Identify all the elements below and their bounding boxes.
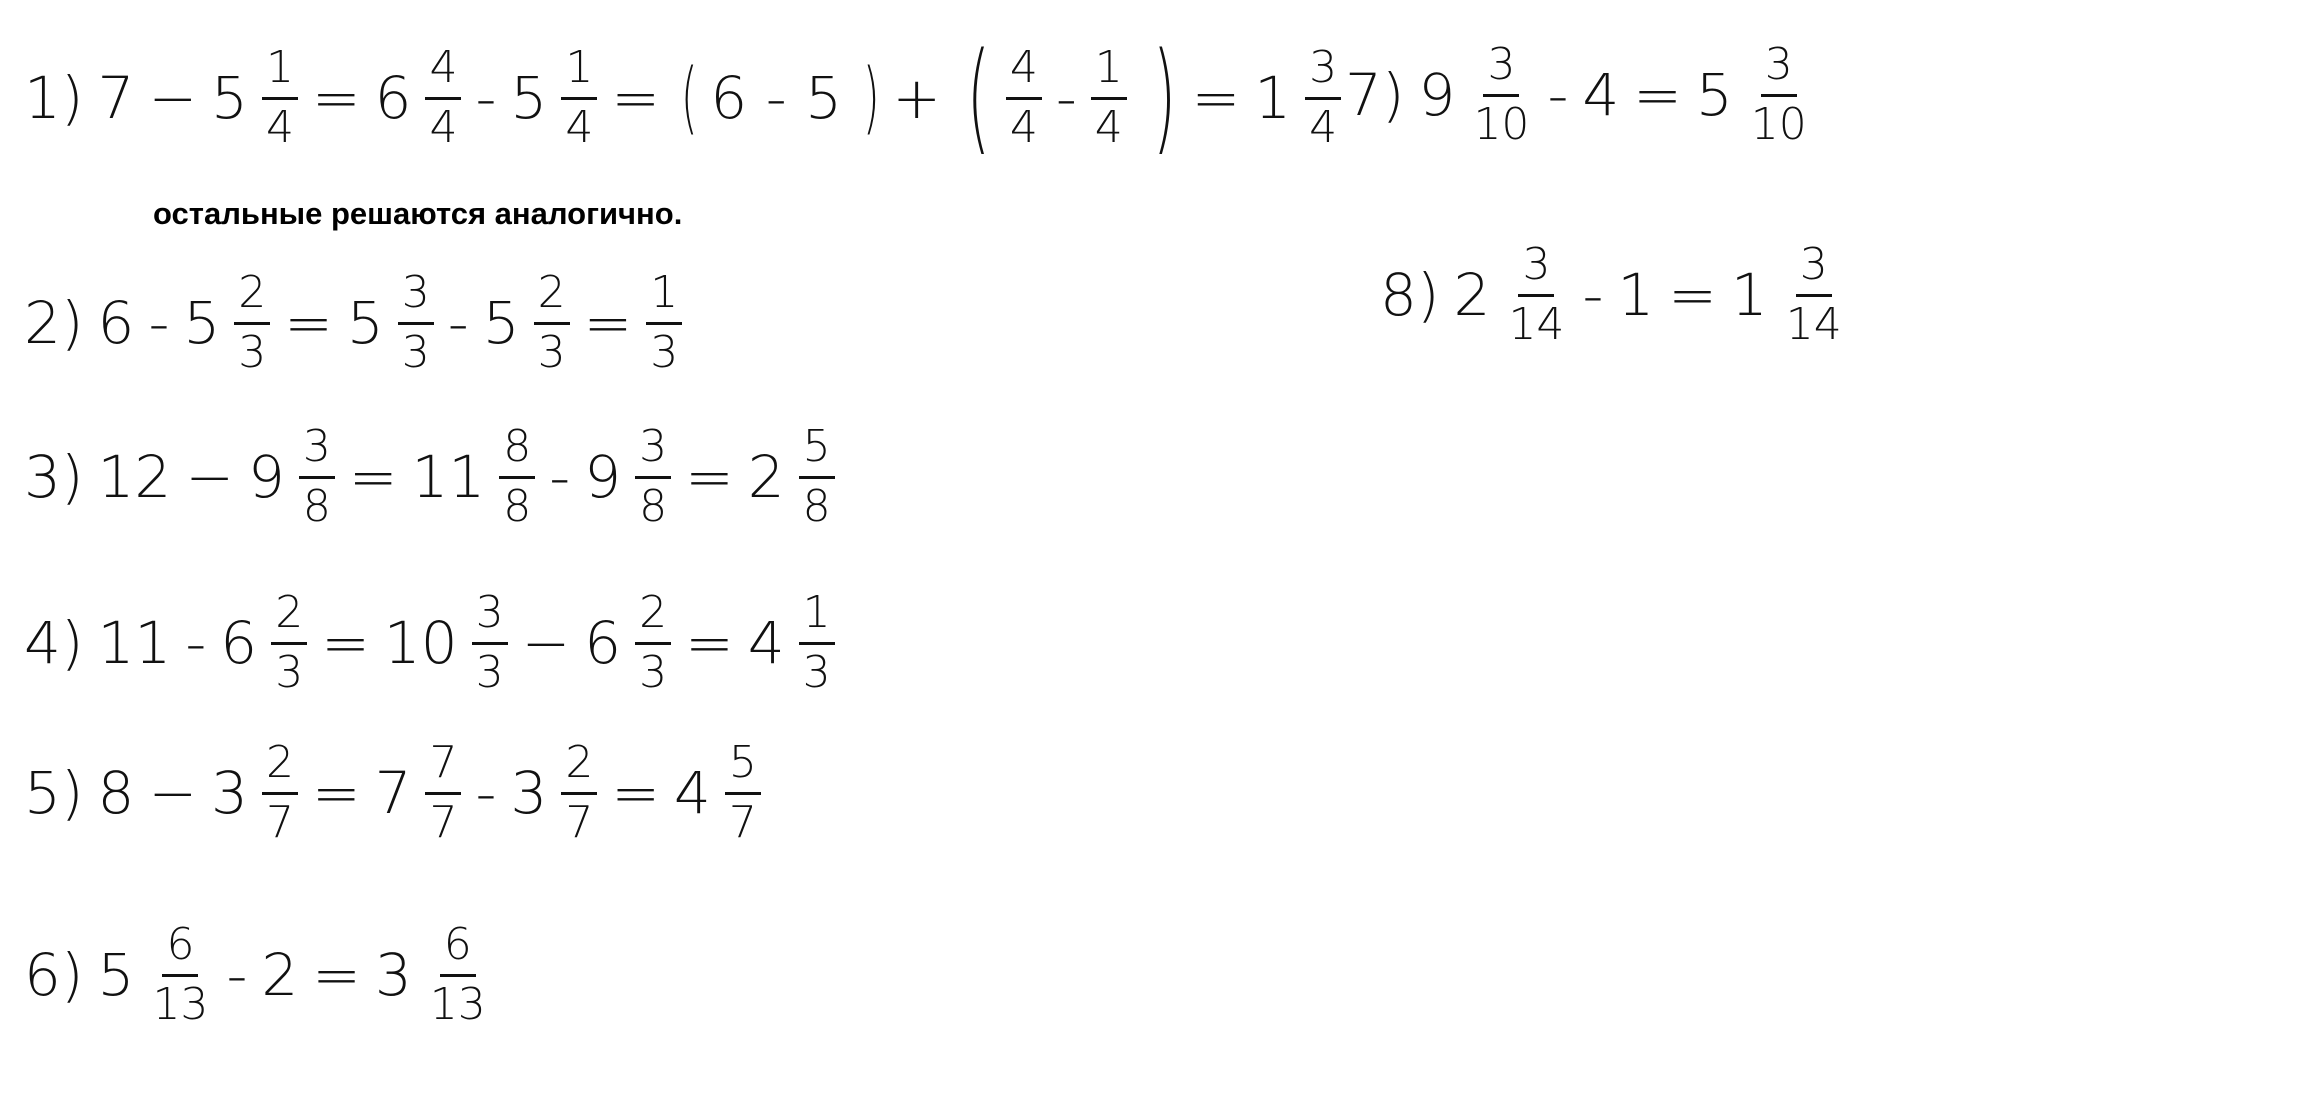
denominator: 8 bbox=[802, 480, 831, 532]
denominator: 7 bbox=[429, 796, 458, 848]
result-whole: 5 bbox=[1695, 61, 1733, 130]
equals-sign: = bbox=[685, 443, 734, 512]
numerator: 6 bbox=[162, 920, 198, 977]
denominator: 3 bbox=[650, 326, 679, 378]
equals-sign: = bbox=[1633, 61, 1682, 130]
problem-7 bbox=[1345, 40, 1825, 150]
result-whole: 1 bbox=[1254, 64, 1292, 132]
equals-sign: = bbox=[321, 609, 370, 678]
whole-number: 1 bbox=[1617, 261, 1655, 330]
minus-sign: - bbox=[1547, 61, 1569, 130]
denominator: 3 bbox=[401, 326, 430, 378]
note-text: остальные решаются аналогично. bbox=[153, 196, 683, 231]
problem-5 bbox=[24, 738, 775, 848]
whole-number: 11 bbox=[97, 609, 172, 678]
equals-sign: = bbox=[284, 289, 333, 358]
whole-number: 11 bbox=[411, 443, 486, 512]
minus-sign: - bbox=[1582, 261, 1604, 330]
grouped-wholes: 6 - 5 bbox=[710, 64, 842, 132]
denominator: 3 bbox=[238, 326, 267, 378]
open-paren: ( bbox=[966, 28, 991, 167]
fraction bbox=[1504, 240, 1568, 350]
numerator: 4 bbox=[1006, 43, 1042, 100]
denominator: 3 bbox=[275, 646, 304, 698]
numerator: 3 bbox=[299, 422, 335, 479]
whole-number: 6 bbox=[374, 64, 412, 132]
equals-sign: = bbox=[685, 609, 734, 678]
fraction bbox=[299, 422, 335, 532]
whole-number: 2 bbox=[1453, 261, 1491, 330]
whole-number: 5 bbox=[211, 64, 248, 132]
numerator: 2 bbox=[561, 738, 597, 795]
denominator: 4 bbox=[1094, 101, 1123, 153]
denominator: 10 bbox=[1473, 98, 1530, 150]
denominator: 4 bbox=[429, 101, 458, 153]
denominator: 13 bbox=[152, 978, 209, 1030]
numerator: 1 bbox=[1091, 43, 1127, 100]
whole-number: 9 bbox=[247, 443, 285, 512]
equals-sign: = bbox=[611, 64, 660, 132]
numerator: 1 bbox=[646, 268, 682, 325]
fraction bbox=[425, 43, 461, 153]
fraction bbox=[635, 422, 671, 532]
whole-number: 8 bbox=[97, 759, 135, 828]
minus-sign: - bbox=[475, 64, 497, 132]
fraction bbox=[472, 588, 508, 698]
numerator: 1 bbox=[561, 43, 597, 100]
denominator: 8 bbox=[302, 480, 331, 532]
equals-sign: = bbox=[1191, 64, 1241, 132]
problem-8 bbox=[1380, 240, 1860, 350]
problem-label: 3) bbox=[24, 443, 84, 512]
whole-number: 12 bbox=[97, 443, 172, 512]
whole-number: 9 bbox=[584, 443, 622, 512]
whole-number: 4 bbox=[1582, 61, 1620, 130]
denominator: 14 bbox=[1508, 298, 1565, 350]
open-paren: ( bbox=[680, 53, 698, 143]
numerator: 3 bbox=[1305, 43, 1341, 100]
numerator: 2 bbox=[234, 268, 270, 325]
denominator: 4 bbox=[1309, 101, 1338, 153]
whole-number: 10 bbox=[383, 609, 458, 678]
numerator: 1 bbox=[262, 43, 298, 100]
minus-sign: − bbox=[148, 759, 198, 828]
denominator: 3 bbox=[802, 646, 831, 698]
equals-sign: = bbox=[348, 443, 398, 512]
result-whole: 1 bbox=[1730, 261, 1768, 330]
problem-6 bbox=[24, 920, 504, 1030]
minus-sign: − bbox=[148, 64, 198, 132]
numerator: 3 bbox=[635, 422, 671, 479]
close-paren: ) bbox=[1152, 28, 1176, 167]
minus-sign: - bbox=[148, 289, 170, 358]
denominator: 3 bbox=[475, 646, 504, 698]
close-paren: ) bbox=[862, 53, 880, 143]
result-fraction bbox=[1747, 40, 1811, 150]
denominator: 10 bbox=[1750, 98, 1807, 150]
minus-sign: - bbox=[185, 609, 207, 678]
equals-sign: = bbox=[312, 941, 361, 1010]
whole-number: 2 bbox=[261, 941, 299, 1010]
problem-label: 6) bbox=[24, 941, 84, 1010]
whole-number: 7 bbox=[97, 64, 135, 132]
fraction bbox=[499, 422, 535, 532]
denominator: 7 bbox=[728, 796, 757, 848]
whole-number: 6 bbox=[584, 609, 622, 678]
fraction bbox=[262, 738, 298, 848]
numerator: 6 bbox=[440, 920, 476, 977]
numerator: 7 bbox=[425, 738, 461, 795]
numerator: 3 bbox=[1483, 40, 1519, 97]
fraction bbox=[1091, 43, 1127, 153]
fraction bbox=[262, 43, 298, 153]
numerator: 3 bbox=[1761, 40, 1797, 97]
result-whole: 2 bbox=[747, 443, 785, 512]
whole-number: 5 bbox=[510, 64, 548, 132]
numerator: 1 bbox=[799, 588, 835, 645]
problem-1 bbox=[24, 28, 1355, 167]
minus-sign: - bbox=[447, 289, 469, 358]
numerator: 2 bbox=[271, 588, 307, 645]
whole-number: 7 bbox=[374, 759, 412, 828]
result-whole: 3 bbox=[374, 941, 412, 1010]
denominator: 7 bbox=[265, 796, 294, 848]
numerator: 3 bbox=[1518, 240, 1554, 297]
fraction bbox=[148, 920, 212, 1030]
problem-3 bbox=[24, 422, 849, 532]
fraction bbox=[1006, 43, 1042, 153]
whole-number: 6 bbox=[220, 609, 258, 678]
problem-label: 2) bbox=[24, 289, 84, 358]
fraction bbox=[561, 738, 597, 848]
problem-4 bbox=[24, 588, 849, 698]
whole-number: 5 bbox=[346, 289, 384, 358]
result-fraction bbox=[426, 920, 490, 1030]
whole-number: 9 bbox=[1418, 61, 1456, 130]
fraction bbox=[398, 268, 434, 378]
numerator: 2 bbox=[262, 738, 298, 795]
denominator: 4 bbox=[565, 101, 594, 153]
equals-sign: = bbox=[611, 759, 660, 828]
denominator: 8 bbox=[639, 480, 668, 532]
numerator: 4 bbox=[425, 43, 461, 100]
denominator: 13 bbox=[429, 978, 486, 1030]
result-fraction bbox=[799, 422, 835, 532]
denominator: 4 bbox=[265, 101, 294, 153]
numerator: 5 bbox=[799, 422, 835, 479]
problem-label: 4) bbox=[24, 609, 84, 678]
whole-number: 5 bbox=[183, 289, 221, 358]
denominator: 14 bbox=[1785, 298, 1842, 350]
minus-sign: - bbox=[475, 759, 497, 828]
fraction bbox=[234, 268, 270, 378]
whole-number: 5 bbox=[97, 941, 135, 1010]
minus-sign: - bbox=[226, 941, 248, 1010]
result-fraction bbox=[799, 588, 835, 698]
denominator: 8 bbox=[503, 480, 532, 532]
problem-label: 7) bbox=[1345, 61, 1405, 130]
fraction bbox=[635, 588, 671, 698]
minus-sign: − bbox=[185, 443, 234, 512]
minus-sign: - bbox=[549, 443, 571, 512]
fraction bbox=[561, 43, 597, 153]
fraction bbox=[534, 268, 570, 378]
numerator: 8 bbox=[499, 422, 535, 479]
fraction bbox=[271, 588, 307, 698]
fraction bbox=[425, 738, 461, 848]
denominator: 7 bbox=[565, 796, 594, 848]
minus-sign: - bbox=[1055, 64, 1077, 132]
whole-number: 6 bbox=[97, 289, 135, 358]
equals-sign: = bbox=[1668, 261, 1717, 330]
fraction bbox=[1469, 40, 1533, 150]
result-fraction bbox=[1305, 43, 1341, 153]
result-whole: 4 bbox=[747, 609, 785, 678]
denominator: 3 bbox=[639, 646, 668, 698]
plus-sign: + bbox=[892, 64, 942, 132]
numerator: 3 bbox=[1796, 240, 1832, 297]
result-fraction bbox=[725, 738, 761, 848]
problem-2 bbox=[24, 268, 696, 378]
problem-label: 1) bbox=[24, 64, 84, 132]
equals-sign: = bbox=[311, 759, 361, 828]
numerator: 3 bbox=[472, 588, 508, 645]
problem-label: 8) bbox=[1380, 261, 1440, 330]
result-whole: 4 bbox=[673, 759, 711, 828]
result-fraction bbox=[1782, 240, 1846, 350]
numerator: 3 bbox=[398, 268, 434, 325]
equals-sign: = bbox=[311, 64, 361, 132]
numerator: 2 bbox=[635, 588, 671, 645]
numerator: 5 bbox=[725, 738, 761, 795]
minus-sign: − bbox=[521, 609, 571, 678]
problem-label: 5) bbox=[24, 759, 84, 828]
whole-number: 5 bbox=[482, 289, 520, 358]
whole-number: 3 bbox=[211, 759, 248, 828]
equals-sign: = bbox=[583, 289, 633, 358]
whole-number: 3 bbox=[510, 759, 548, 828]
result-fraction bbox=[646, 268, 682, 378]
denominator: 4 bbox=[1009, 101, 1038, 153]
denominator: 3 bbox=[537, 326, 566, 378]
numerator: 2 bbox=[534, 268, 570, 325]
